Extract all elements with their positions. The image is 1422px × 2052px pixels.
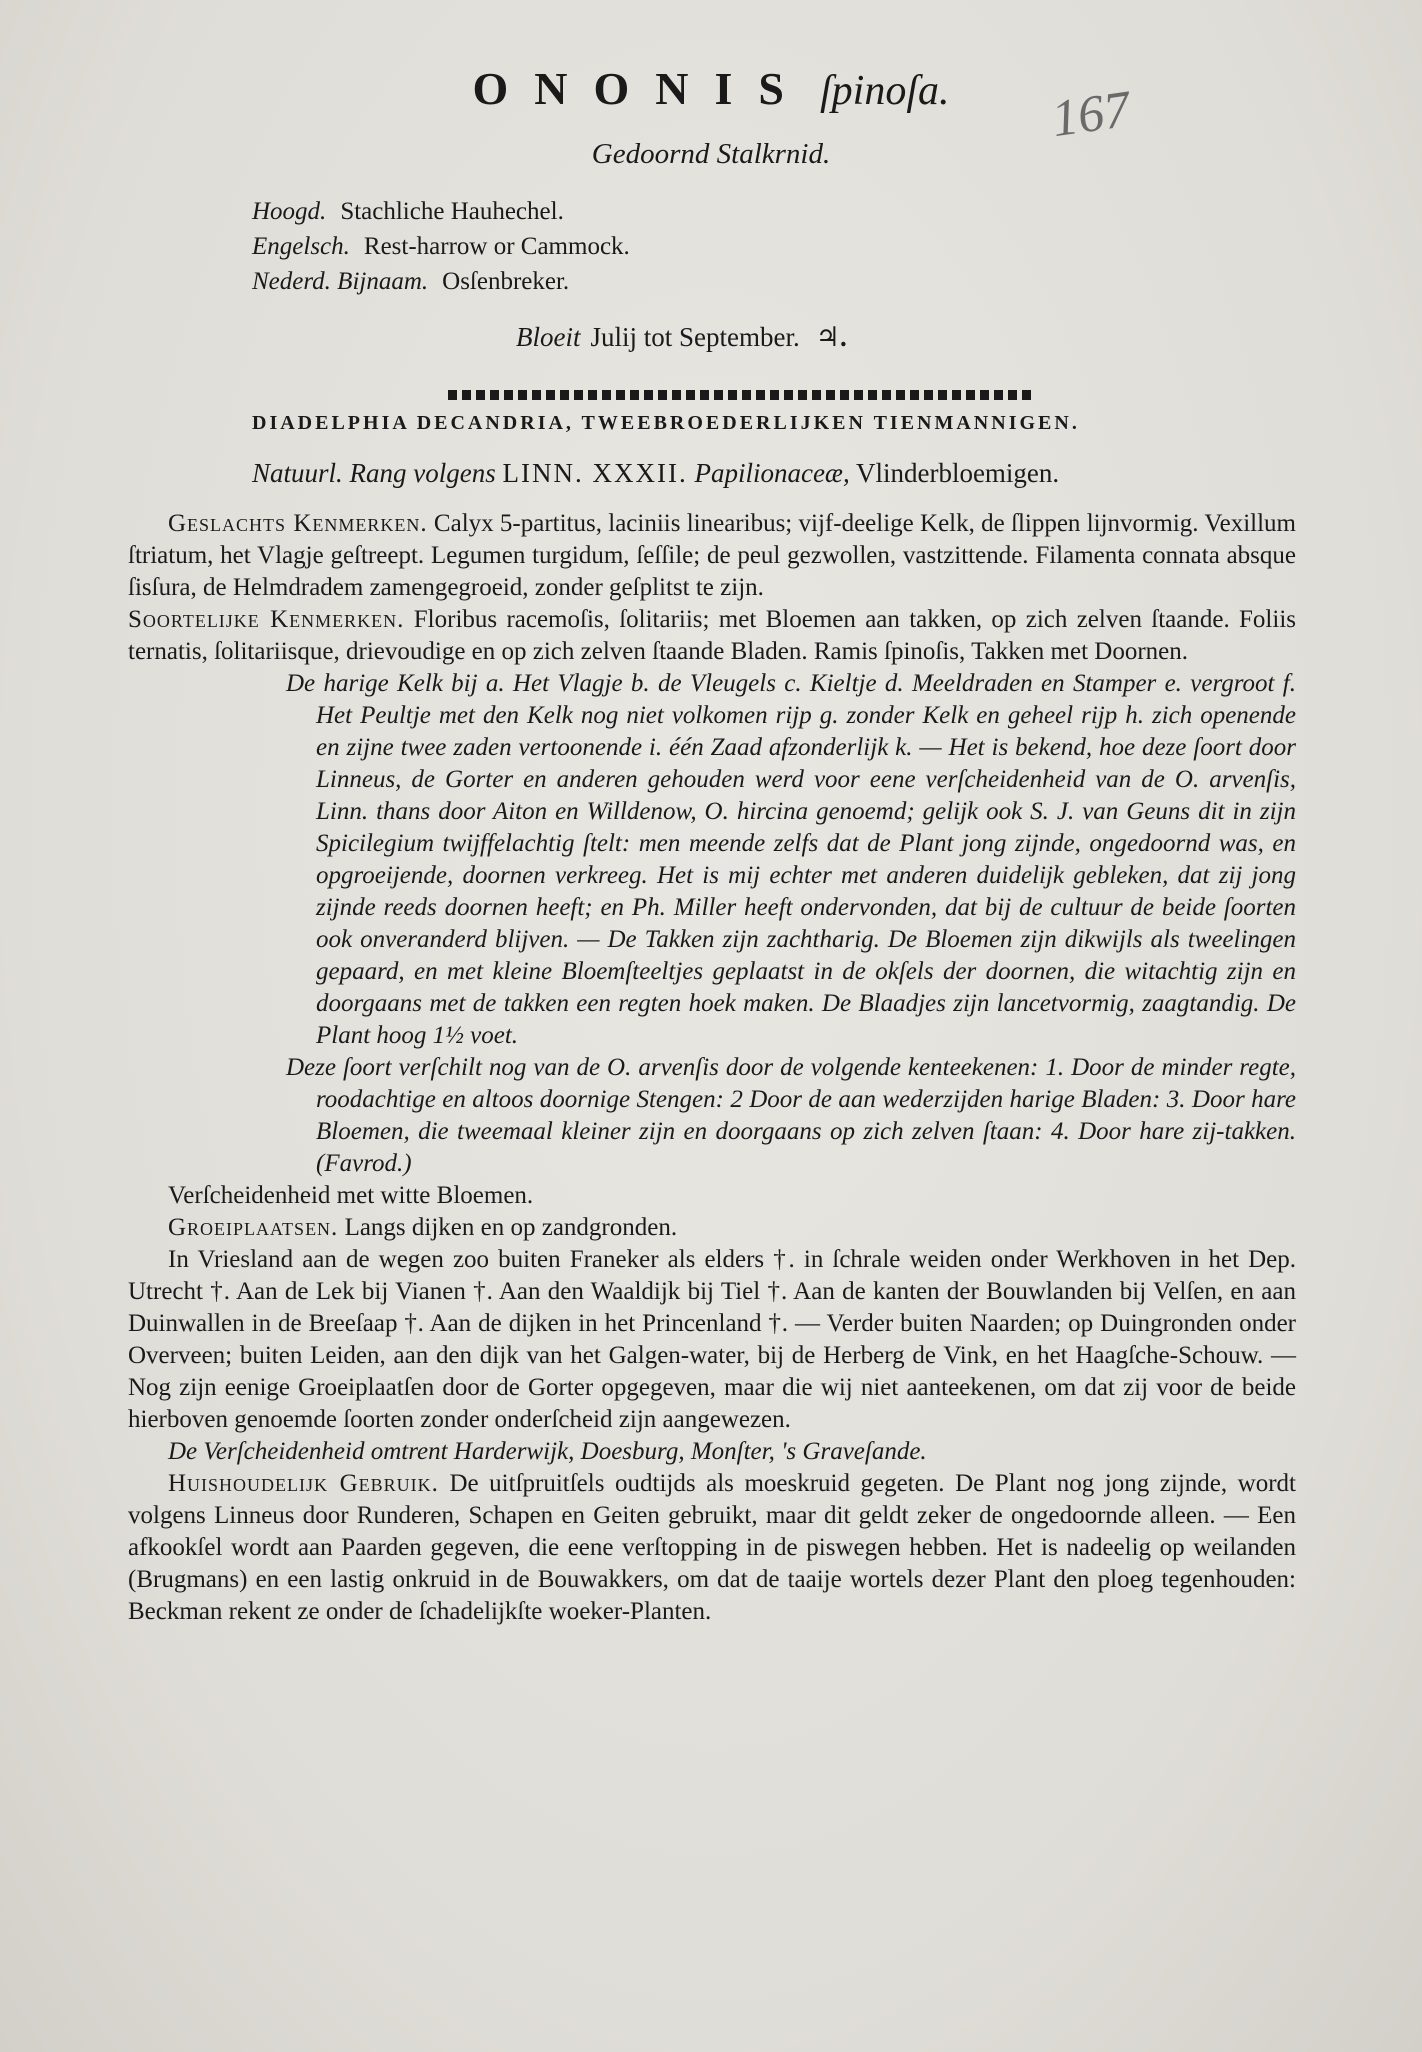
genus-name: ONONIS [472, 63, 810, 114]
differences-paragraph: Deze ſoort verſchilt nog van de O. arvenſis door de volgende kenteekenen: 1. Door de minder regte, roodachtige en altoos doornige Stengen: 2 Door de aan wederzijden harige Bladen: 3. Door hare Bloemen, die tweemaal kleiner zijn en doorgaans op zich zelven ſtaan: 4. Door hare zij-takken. (Favrod.) [286, 1054, 1296, 1177]
description-block [128, 668, 1296, 1180]
handwritten-page-number: 167 [1048, 80, 1134, 149]
classification-line: DIADELPHIA DECANDRIA, TWEEBROEDERLIJKEN TIENMANNIGEN. [252, 412, 1080, 434]
page-title [0, 62, 1422, 115]
species-characters: Soortelijke Kenmerken. Floribus racemoſis, ſolitariis; met Bloemen aan takken, op zich zelven ſtaande. Foliis ternatis, ſolitariisque, drievoudige en op zich zelven ſtaande Bladen. Ramis ſpinoſis, Takken met Doornen. [128, 606, 1296, 665]
plate-description: De harige Kelk bij a. Het Vlagje b. de Vleugels c. Kieltje d. Meeldraden en Stamper e. vergroot f. Het Peultje met den Kelk nog niet volkomen rijp g. zonder Kelk en geheel rijp h. zich openende en zijne twee zaden vertoonende i. één Zaad afzonderlijk k. — Het is bekend, hoe deze ſoort door Linneus, de Gorter en anderen gehouden werd voor eene verſcheidenheid van de O. arvenſis, Linn. thans door Aiton en Willdenow, O. hircina genoemd; gelijk ook S. J. van Geuns dit in zijn Spicilegium twijffelachtig ſtelt: men meende zelfs dat de Plant jong zijnde, ongedoornd was, en opgroeijende, doornen verkreeg. Het is mij echter met anderen duidelijk gebleken, dat zij jong zijnde reeds doornen heeft; en Ph. Miller heeft ondervonden, dat bij de cultuur de beide ſoorten ook onveranderd blijven. — De Takken zijn zachtharig. De Bloemen zijn dikwijls als tweelingen gepaard, en met kleine Bloemſteeltjes geplaatst in de okſels der doornen, die witachtig zijn en doorgaans met de takken een regten hoek maken. De Blaadjes zijn lancetvormig, zaagtandig. De Plant hoog 1½ voet. [286, 670, 1296, 1049]
common-names [252, 194, 630, 299]
name-row: Engelsch. Rest-harrow or Cammock. [252, 233, 630, 260]
variety-line: Verſcheidenheid met witte Bloemen. [168, 1182, 534, 1209]
dutch-name: Gedoornd Stalkrnid. [591, 138, 831, 170]
genus-characters: Geslachts Kenmerken. Calyx 5-partitus, laciniis linearibus; vijf-deelige Kelk, de ſlippen lijnvormig. Vexillum ſtriatum, het Vlagje geſtreept. Legumen turgidum, ſeſſile; de peul gezwollen, vastzittende. Filamenta connata absque ſisſura, de Helmdradem zamengegroeid, zonder geſplitst te zijn. [128, 510, 1296, 601]
name-row: Nederd. Bijnaam. Osſenbreker. [252, 268, 570, 295]
ornamental-divider [448, 390, 1032, 400]
habitat-heading: Groeiplaatsen. Langs dijken en op zandgronden. [168, 1214, 678, 1241]
flowering-period: Bloeit Julij tot September. ♃. [516, 322, 847, 352]
variety-locations: De Verſcheidenheid omtrent Harderwijk, Doesburg, Monſter, 's Graveſande. [168, 1438, 927, 1465]
main-text [128, 508, 1296, 1628]
habitat-details: In Vriesland aan de wegen zoo buiten Franeker als elders †. in ſchrale weiden onder Werkhoven in het Dep. Utrecht †. Aan de Lek bij Vianen †. Aan den Waaldijk bij Tiel †. Aan de kanten der Bouwlanden bij Velſen, en aan Duinwallen in de Breeſaap †. Aan de dijken in het Princenland †. — Verder buiten Naarden; op Duingronden onder Overveen; buiten Leiden, aan den dijk van het Galgen-water, bij de Herberg de Vink, en het Haagſche-Schouw. — Nog zijn eenige Groeiplaatſen door de Gorter opgegeven, maar die wij niet aanteekenen, om dat zij voor de beide hierboven genoemde ſoorten zonder onderſcheid zijn aangewezen. [128, 1246, 1296, 1433]
household-use: Huishoudelijk Gebruik. De uitſpruitſels oudtijds als moeskruid gegeten. De Plant nog jong zijnde, wordt volgens Linneus door Runderen, Schapen en Geiten gebruikt, maar dit geldt zeker de ongedoornde alleen. — Een afkookſel wordt aan Paarden gegeven, die eene verſtopping in de piswegen hebben. Het is nadeelig op weilanden (Brugmans) en een lastig onkruid in de Bouwakkers, om dat de taaije wortels dezer Plant den ploeg tegenhouden: Beckman rekent ze onder de ſchadelijkſte woeker-Planten. [128, 1470, 1296, 1625]
species-name: ſpinoſa. [819, 68, 950, 114]
name-row: Hoogd. Stachliche Hauhechel. [252, 198, 564, 225]
natural-order-line: Natuurl. Rang volgens LINN. XXXII. Papilionaceæ, Vlinderbloemigen. [252, 458, 1060, 488]
perennial-symbol: ♃. [815, 322, 847, 352]
